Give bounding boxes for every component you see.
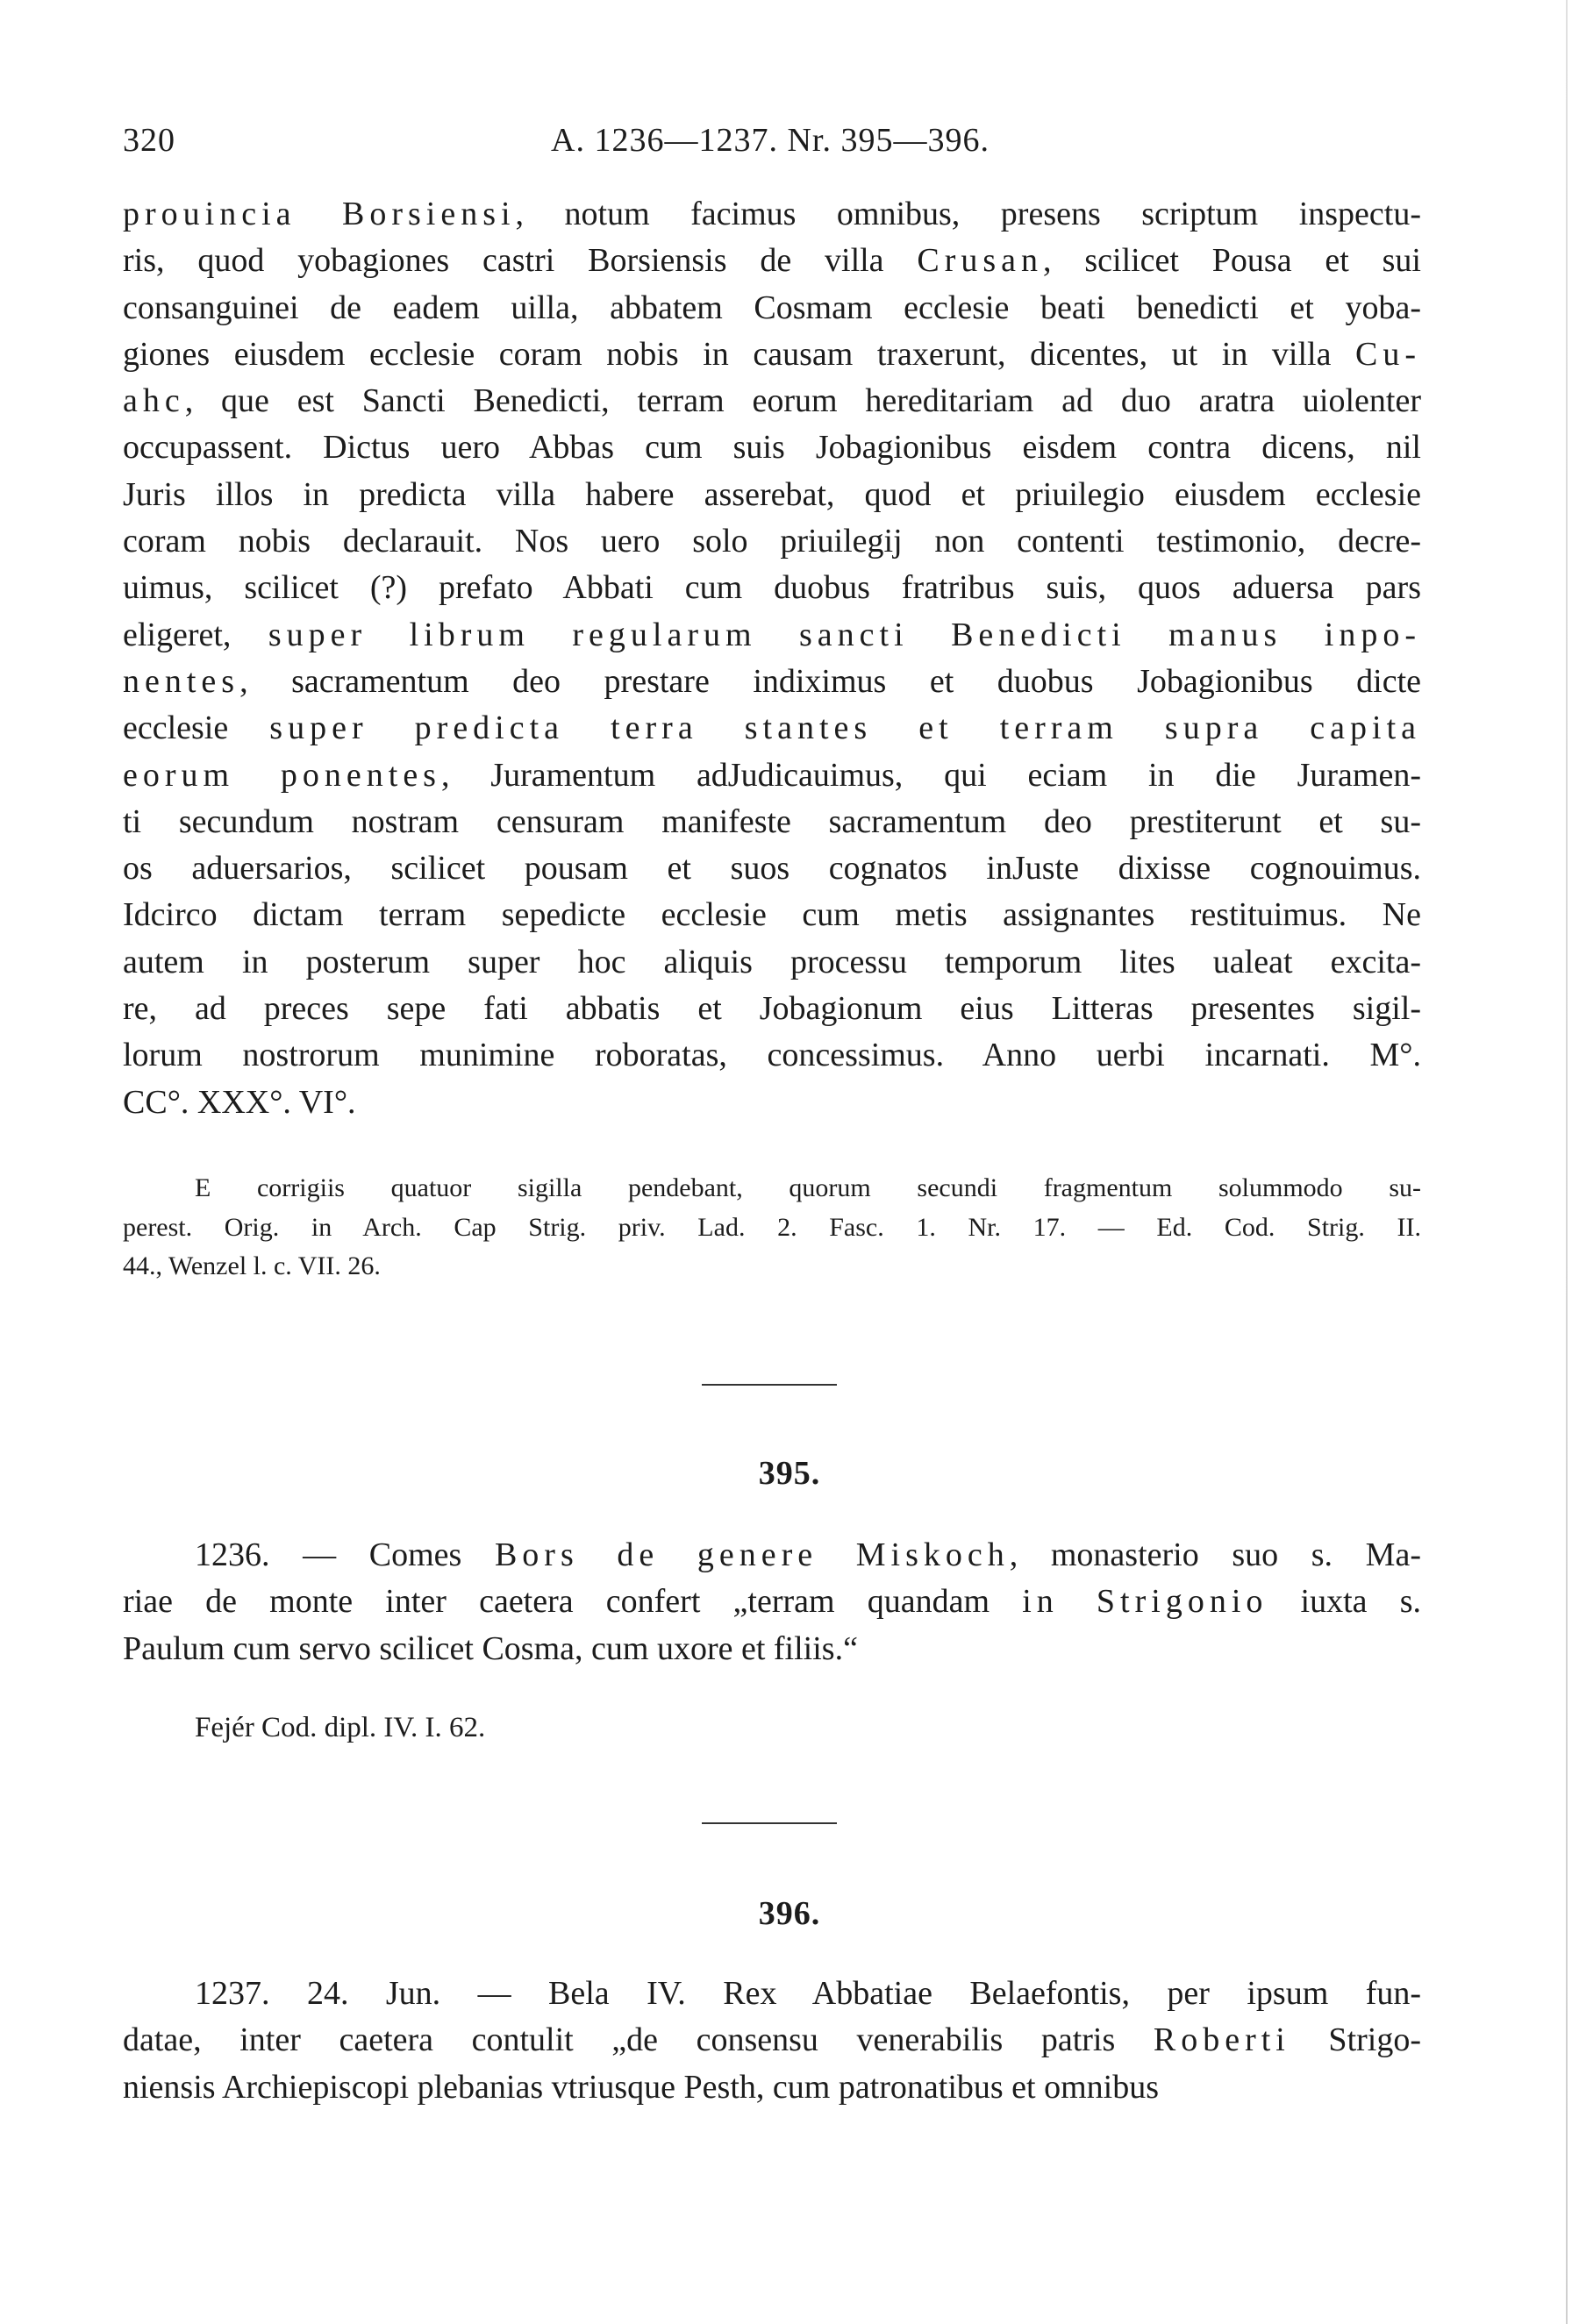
text-segment: lorum nostrorum munimine roboratas, concessimus. Anno uerbi incarnati. M°. [123, 1037, 1421, 1074]
text-segment: , monasterio suo s. Ma- [1009, 1536, 1421, 1573]
text-line [123, 2064, 1421, 2111]
document-number-396: 396. [758, 1895, 821, 1932]
spaced-name: super predicta terra stantes et terram supra capita [269, 709, 1421, 747]
text-segment: 1236. — Comes [195, 1536, 495, 1573]
text-line [123, 331, 1421, 378]
note-line: E corrigiis quatuor sigilla pendebant, quorum secundi fragmentum solummodo su- [195, 1173, 1421, 1202]
text-line [123, 659, 1421, 705]
footnote-block [123, 1169, 1421, 1287]
spaced-name: Bors de genere Miskoch [494, 1536, 1010, 1573]
text-segment: occupassent. Dictus uero Abbas cum suis Jobagionibus eisdem contra dicens, nil [123, 429, 1421, 467]
text-line [123, 472, 1421, 518]
text-line [123, 799, 1421, 845]
text-line [123, 1579, 1421, 1625]
text-line [123, 285, 1421, 331]
text-line [123, 1080, 1421, 1126]
text-line [123, 565, 1421, 611]
text-line [123, 705, 1421, 752]
spaced-name: Crusan [917, 242, 1044, 280]
spaced-name: in Strigonio [1022, 1583, 1268, 1621]
text-segment: riae de monte inter caetera confert „terram quandam [123, 1583, 1023, 1621]
text-segment: eligeret, [123, 616, 268, 653]
text-segment: , scilicet Pousa et sui [1043, 242, 1421, 280]
text-line [123, 845, 1421, 892]
text-segment: , sacramentum deo prestare indiximus et duobus Jobagionibus dicte [239, 662, 1421, 700]
text-segment: re, ad preces sepe fati abbatis et Jobagionum eius Litteras presentes sigil- [123, 990, 1421, 1028]
text-segment: autem in posterum super hoc aliquis processu temporum lites ualeat excita- [123, 943, 1421, 980]
spaced-name: prouincia Borsiensi [123, 196, 516, 232]
source-395: Fejér Cod. dipl. IV. I. 62. [195, 1712, 486, 1743]
section-separator [702, 1384, 837, 1386]
note-line: 44., Wenzel l. c. VII. 26. [123, 1251, 381, 1280]
text-segment: ris, quod yobagiones castri Borsiensis de villa [123, 242, 918, 280]
text-line [123, 1532, 1421, 1579]
text-segment: ecclesie [123, 709, 270, 747]
spaced-name: eorum ponentes [123, 756, 441, 794]
text-line [123, 238, 1421, 284]
page-number: 320 [123, 122, 175, 159]
text-segment: niensis Archiepiscopi plebanias vtriusque Pesth, cum patronatibus et omnibus [123, 2068, 1159, 2106]
text-segment: uimus, scilicet (?) prefato Abbati cum duobus fratribus suis, quos aduersa pars [123, 569, 1421, 607]
text-segment: datae, inter caetera contulit „de consensu venerabilis patris [123, 2021, 1154, 2059]
text-segment: os aduersarios, scilicet pousam et suos cognatos inJuste dixisse cognouimus. [123, 850, 1421, 888]
spaced-name: Roberti [1153, 2021, 1290, 2059]
text-line [123, 424, 1421, 471]
text-line [123, 986, 1421, 1032]
spaced-name: ahc [123, 382, 185, 420]
text-line [123, 752, 1421, 799]
text-segment: , que est Sancti Benedicti, terram eorum hereditariam ad duo aratra uiolenter [184, 382, 1421, 420]
text-segment: Idcirco dictam terram sepedicte ecclesie cum metis assignantes restituimus. Ne [123, 896, 1421, 934]
text-segment: 1237. 24. Jun. — Bela IV. Rex Abbatiae Belaefontis, per ipsum fun- [195, 1975, 1421, 2012]
text-segment: , Juramentum adJudicauimus, qui eciam in die Juramen- [440, 756, 1421, 794]
text-segment: Juris illos in predicta villa habere asserebat, quod et priuilegio eiusdem ecclesie [123, 475, 1421, 513]
running-title: A. 1236—1237. Nr. 395—396. [551, 122, 990, 159]
text-segment: Strigo- [1290, 2021, 1421, 2059]
note-line: perest. Orig. in Arch. Cap Strig. priv. Lad. 2. Fasc. 1. Nr. 17. — Ed. Cod. Strig. II. [123, 1212, 1421, 1242]
text-segment: iuxta s. [1268, 1583, 1421, 1621]
text-line [123, 892, 1421, 938]
regest-395 [123, 1532, 1421, 1672]
text-line [123, 612, 1421, 659]
text-line [123, 2017, 1421, 2064]
text-line [123, 1626, 1421, 1672]
text-segment: coram nobis declarauit. Nos uero solo priuilegij non contenti testimonio, decre- [123, 523, 1421, 560]
main-text [123, 191, 1421, 1126]
text-line [123, 1032, 1421, 1079]
spaced-name: Cu- [1355, 335, 1421, 373]
text-line [123, 191, 1421, 238]
text-line [123, 1971, 1421, 2017]
regest-396 [123, 1971, 1421, 2111]
spaced-name: nentes [123, 662, 240, 700]
page-edge-shadow [1566, 0, 1568, 2324]
spaced-name: super librum regularum sancti Benedicti manus inpo- [268, 616, 1421, 653]
text-segment: Paulum cum servo scilicet Cosma, cum uxore et filiis.“ [123, 1629, 858, 1667]
text-segment: , notum facimus omnibus, presens scriptum inspectu- [515, 196, 1421, 232]
section-separator [702, 1822, 837, 1824]
text-line [123, 518, 1421, 565]
text-segment: consanguinei de eadem uilla, abbatem Cosmam ecclesie beati benedicti et yoba- [123, 289, 1421, 326]
document-number-395: 395. [758, 1455, 821, 1492]
text-line [123, 378, 1421, 424]
text-segment: ti secundum nostram censuram manifeste sacramentum deo prestiterunt et su- [123, 802, 1421, 840]
text-segment: CC°. XXX°. VI°. [123, 1083, 356, 1121]
text-segment: giones eiusdem ecclesie coram nobis in causam traxerunt, dicentes, ut in villa [123, 335, 1355, 373]
text-line [123, 939, 1421, 986]
